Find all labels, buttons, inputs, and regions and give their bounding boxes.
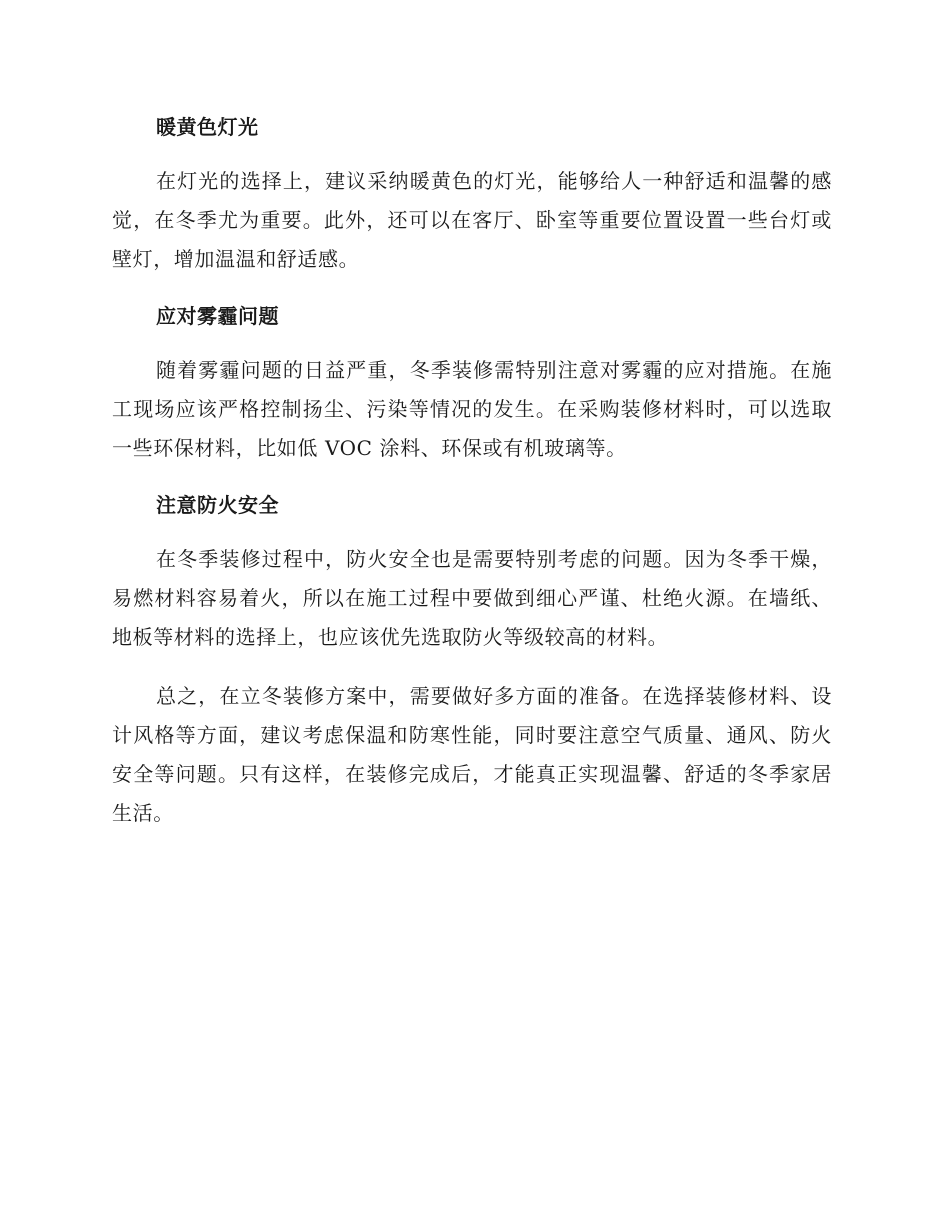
section-paragraph: 在冬季装修过程中，防火安全也是需要特别考虑的问题。因为冬季干燥，易燃材料容易着火，所以在施工过程中要做到细心严谨、杜绝火源。在墙纸、地板等材料的选择上，也应该优先选取防火等级较高的材料。: [112, 547, 832, 649]
document-page: [112, 110, 832, 853]
section-heading: 应对雾霾问题: [156, 304, 279, 328]
conclusion-paragraph: 总之，在立冬装修方案中，需要做好多方面的准备。在选择装修材料、设计风格等方面，建议考虑保温和防寒性能，同时要注意空气质量、通风、防火安全等问题。只有这样，在装修完成后，才能真正实现温馨、舒适的冬季家居生活。: [112, 684, 832, 825]
section-paragraph: 随着雾霾问题的日益严重，冬季装修需特别注意对雾霾的应对措施。在施工现场应该严格控制扬尘、污染等情况的发生。在采购装修材料时，可以选取一些环保材料，比如低 VOC 涂料、环保或有机玻璃等。: [112, 358, 832, 460]
section-paragraph: 在灯光的选择上，建议采纳暖黄色的灯光，能够给人一种舒适和温馨的感觉，在冬季尤为重要。此外，还可以在客厅、卧室等重要位置设置一些台灯或壁灯，增加温温和舒适感。: [112, 169, 832, 271]
section-heading: 注意防火安全: [156, 493, 279, 517]
section-warm-lighting: [112, 110, 832, 279]
section-fire-safety: [112, 488, 832, 657]
section-heading: 暖黄色灯光: [156, 115, 259, 139]
section-smog: [112, 299, 832, 468]
